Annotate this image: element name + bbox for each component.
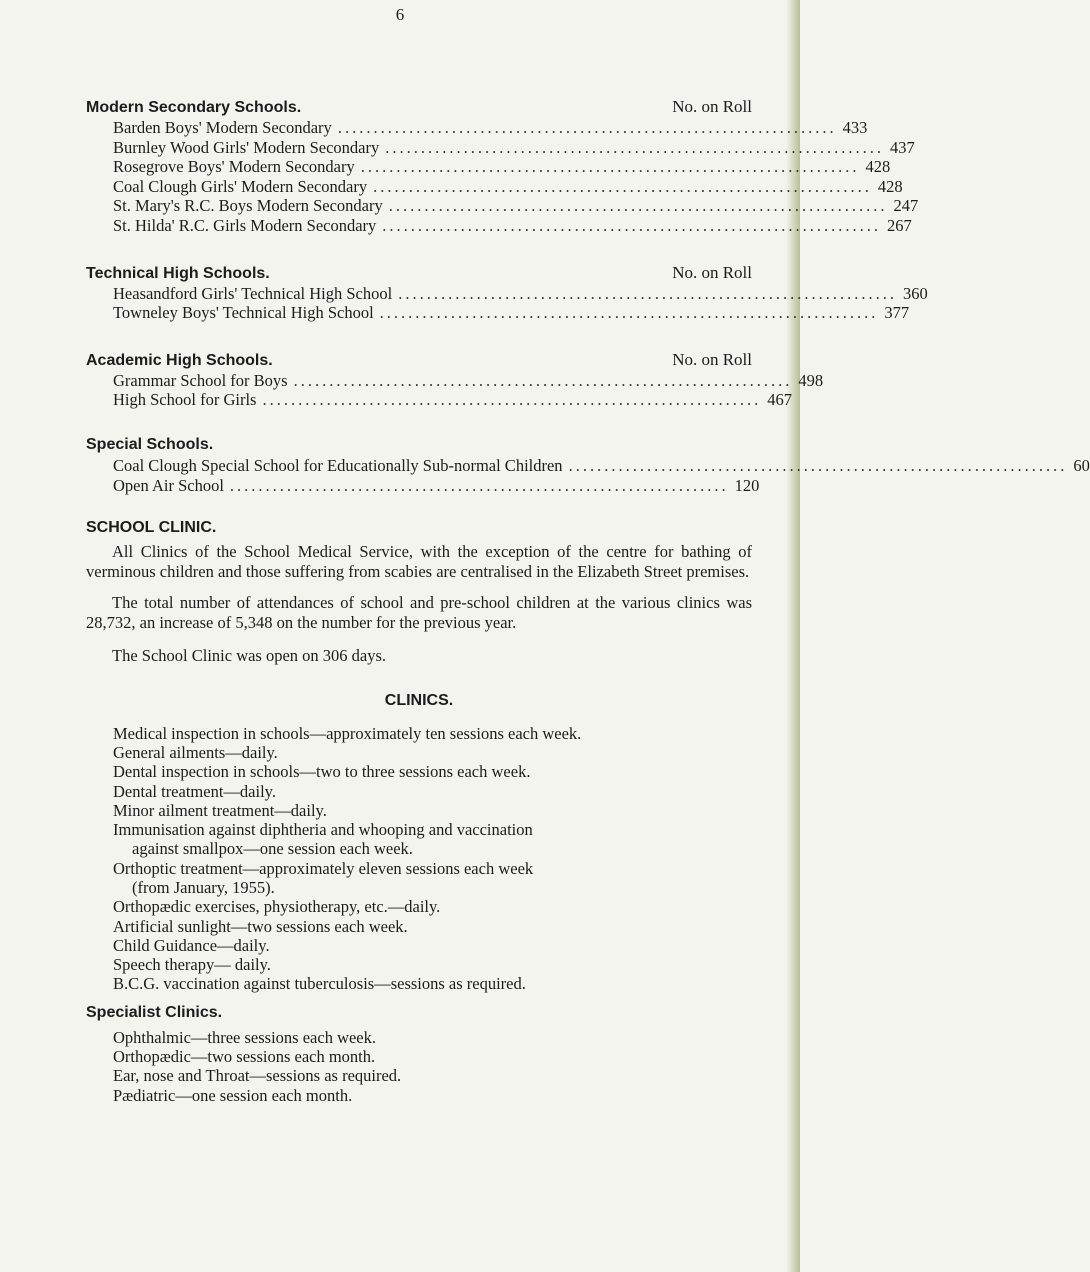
school-list [86,370,824,410]
paragraph: All Clinics of the School Medical Service, with the exception of the centre for bathing of verminous children and those suffering from scabies are centralised in the Elizabeth Street premises. [86,542,752,581]
leader-dots: ...................................................................... [379,303,879,323]
clinic-item-continuation: against smallpox—one session each week. [132,839,413,859]
school-row [113,370,824,391]
clinic-item: Speech therapy— daily. [113,955,271,975]
school-name: Rosegrove Boys' Modern Secondary [113,157,355,177]
roll-count: 360 [902,283,928,303]
specialist-clinic-item: Orthopædic—two sessions each month. [113,1047,376,1067]
leader-dots: ...................................................................... [229,475,729,495]
leader-dots: ...................................................................... [388,196,888,216]
column-label: No. on Roll [672,349,752,369]
school-row [113,118,868,138]
leader-dots: ...................................................................... [382,215,882,235]
page-number: 6 [395,5,405,24]
leader-dots: ...................................................................... [373,176,872,196]
roll-count: 60 [1073,455,1090,475]
clinic-item: Child Guidance—daily. [113,935,270,955]
roll-count: 467 [767,390,792,410]
roll-count: 377 [884,303,910,323]
school-row [113,137,915,158]
school-name: Barden Boys' Modern Secondary [113,118,332,137]
school-name: Heasandford Girls' Technical High School [113,283,393,303]
clinic-item: B.C.G. vaccination against tuberculosis—sessions as required. [113,974,526,994]
clinic-item: Medical inspection in schools—approximately ten sessions each week. [113,723,582,743]
roll-count: 437 [889,137,915,157]
roll-count: 433 [842,118,868,137]
section-title: Modern Secondary Schools. [86,99,302,116]
clinic-list [86,724,752,1105]
section-header [86,517,752,539]
roll-count: 428 [865,157,891,177]
school-list [86,455,1090,495]
leader-dots: ...................................................................... [568,455,1068,475]
school-name: St. Hilda' R.C. Girls Modern Secondary [113,215,377,235]
clinic-item: Immunisation against diphtheria and whooping and vaccination [113,820,533,840]
school-name: Coal Clough Girls' Modern Secondary [113,176,368,196]
column-label: No. on Roll [672,97,752,116]
specialist-clinic-item: Ear, nose and Throat—sessions as required. [113,1066,402,1086]
section-title: Academic High Schools. [86,351,273,369]
school-row [113,196,919,216]
school-name: High School for Girls [113,390,257,410]
section-header [86,262,752,284]
roll-count: 247 [893,196,919,216]
section-header [86,349,752,371]
school-list [86,283,928,323]
specialist-clinic-item: Pædiatric—one session each month. [113,1085,353,1105]
school-name: St. Mary's R.C. Boys Modern Secondary [113,196,383,216]
school-row [113,157,891,177]
clinics-heading: CLINICS. [384,691,454,709]
section-title: Special Schools. [86,435,214,453]
roll-count: 267 [887,215,912,235]
school-name: Towneley Boys' Technical High School [113,303,374,323]
roll-count: 498 [798,370,824,390]
school-name: Coal Clough Special School for Educationally Sub-normal Children [113,455,563,475]
school-row [113,176,903,197]
section-title: Technical High Schools. [86,264,270,282]
school-row [113,283,928,304]
school-list [86,118,919,236]
clinic-item: Dental treatment—daily. [113,781,276,801]
column-label: No. on Roll [672,262,752,282]
leader-dots: ...................................................................... [385,137,884,157]
section-header [86,434,752,456]
section-header [86,96,752,118]
leader-dots: ...................................................................... [360,157,860,177]
school-row [113,303,910,323]
clinic-item: Artificial sunlight—two sessions each week. [113,916,408,936]
page-content [86,96,1090,1105]
leader-dots: ...................................................................... [398,283,897,303]
leader-dots: ...................................................................... [262,390,762,410]
leader-dots: ...................................................................... [293,370,793,390]
clinic-item: Orthoptic treatment—approximately eleven sessions each week [113,858,534,878]
clinic-item: Orthopædic exercises, physiotherapy, etc.—daily. [113,897,441,917]
school-name: Burnley Wood Girls' Modern Secondary [113,137,380,157]
leader-dots: ...................................................................... [337,118,837,137]
specialist-clinic-item: Ophthalmic—three sessions each week. [113,1027,377,1047]
school-row [113,455,1090,476]
paragraph: The School Clinic was open on 306 days. [112,646,387,666]
school-name: Grammar School for Boys [113,370,288,390]
clinic-item-continuation: (from January, 1955). [132,878,275,897]
school-row [113,390,792,410]
clinic-item: Dental inspection in schools—two to three sessions each week. [113,762,531,782]
clinic-item: General ailments—daily. [113,742,278,762]
section-title: SCHOOL CLINIC. [86,519,217,537]
clinic-item: Minor ailment treatment—daily. [113,800,327,820]
school-row [113,475,760,496]
roll-count: 120 [734,475,760,495]
school-row [113,215,912,236]
specialist-clinics-heading: Specialist Clinics. [86,1003,223,1021]
school-name: Open Air School [113,475,224,495]
paragraph: The total number of attendances of school and pre-school children at the various clinics was 28,732, an increase of 5,348 on the number for the previous year. [86,593,752,632]
roll-count: 428 [877,176,903,196]
